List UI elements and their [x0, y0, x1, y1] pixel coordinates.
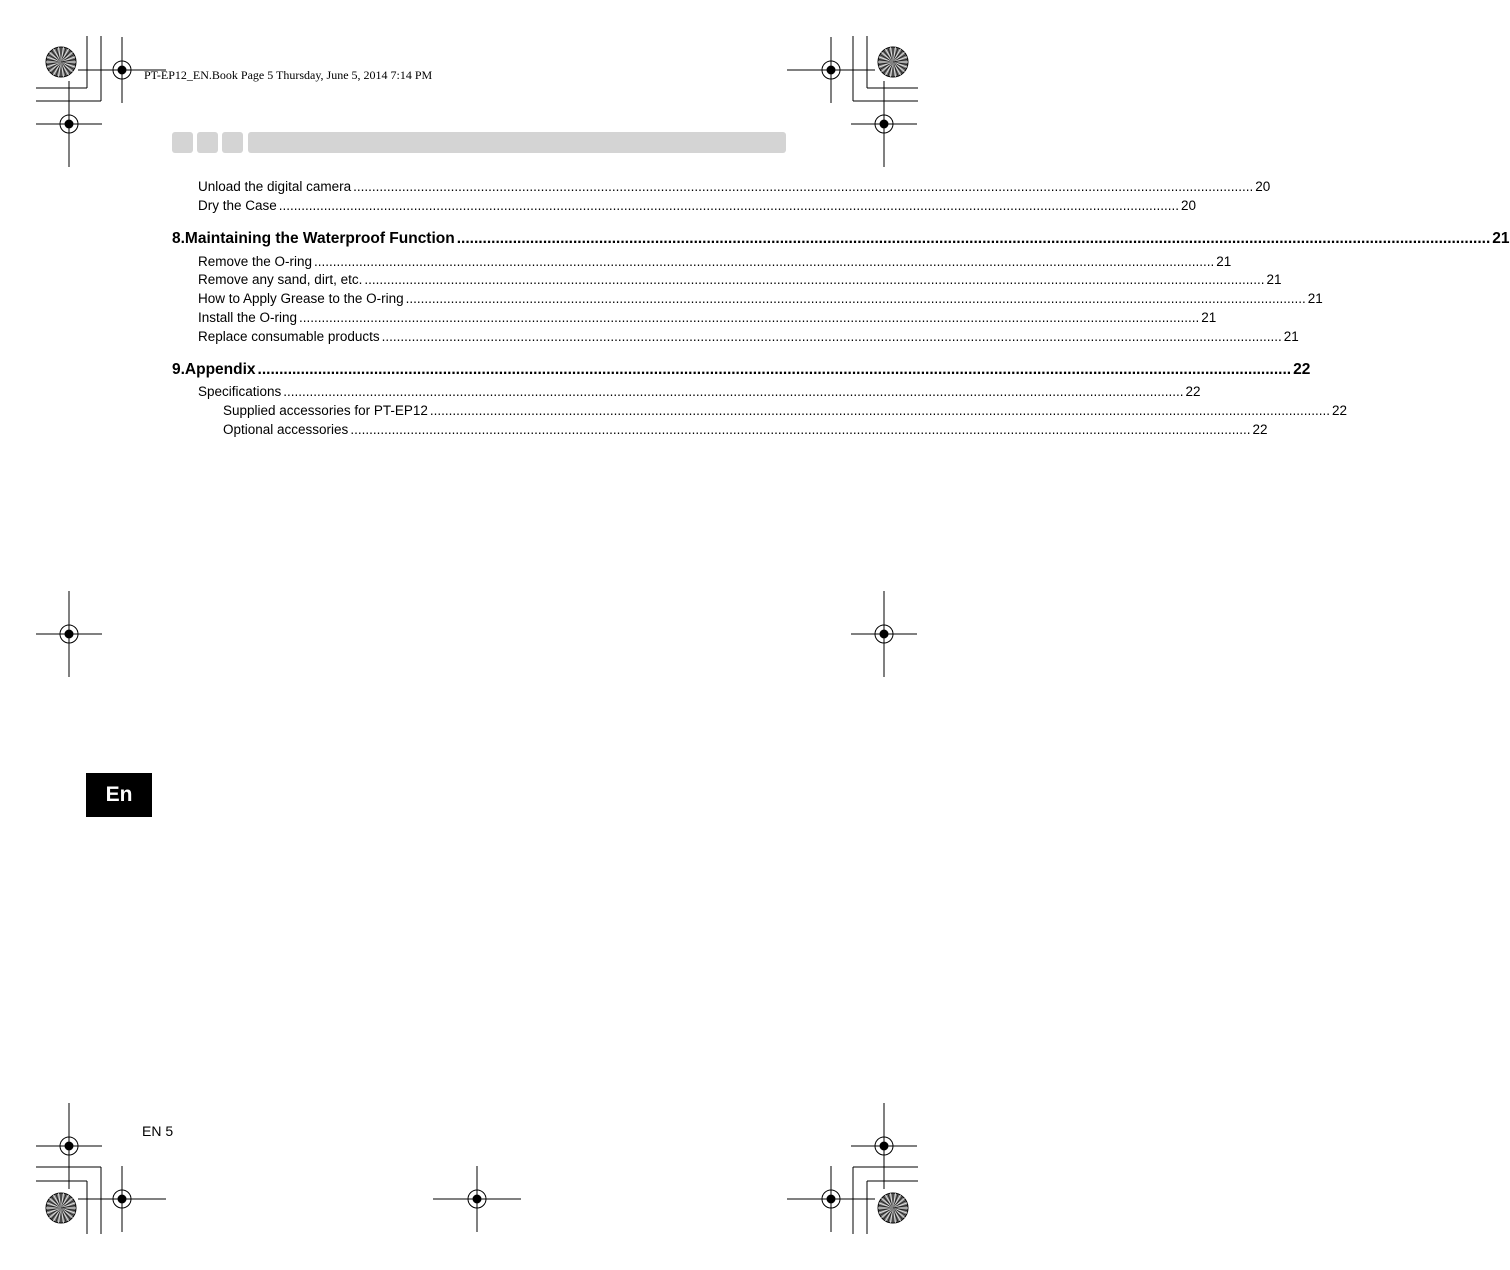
toc-subentry[interactable]	[223, 422, 1268, 437]
toc-leader: ................................................................................................................................................................................................................................................	[299, 310, 1200, 325]
toc-entry[interactable]	[198, 384, 1201, 399]
page-footer: EN 5	[142, 1123, 174, 1139]
toc-chapter-title: 8.Maintaining the Waterproof Function	[172, 230, 455, 247]
toc-entry[interactable]	[198, 198, 1196, 213]
toc-leader: ................................................................................................................................................................................................................................................	[350, 422, 1251, 437]
header-square-1	[172, 132, 193, 153]
toc-leader: ................................................................................................................................................................................................................................................	[456, 230, 1491, 247]
toc-leader: ................................................................................................................................................................................................................................................	[278, 198, 1179, 213]
toc-entry-title: Unload the digital camera	[198, 179, 352, 194]
toc-entry-page: 21	[1266, 272, 1282, 287]
header-bar	[248, 132, 786, 153]
toc-entry-title: Remove any sand, dirt, etc.	[198, 272, 363, 287]
toc-chapter-page: 21	[1492, 230, 1510, 247]
toc-subentry[interactable]	[223, 403, 1348, 418]
toc-entry[interactable]	[198, 310, 1217, 325]
toc-entry-title: Install the O-ring	[198, 310, 298, 325]
toc-entry-page: 21	[1283, 329, 1299, 344]
toc-leader: ................................................................................................................................................................................................................................................	[314, 254, 1215, 269]
toc-leader: ................................................................................................................................................................................................................................................	[353, 179, 1254, 194]
toc-leader: ................................................................................................................................................................................................................................................	[257, 361, 1292, 378]
toc-entry[interactable]	[198, 291, 1323, 306]
toc-entry-page: 21	[1307, 291, 1323, 306]
toc-entry-title: Dry the Case	[198, 198, 277, 213]
toc-chapter-title: 9.Appendix	[172, 361, 256, 378]
toc-leader: ................................................................................................................................................................................................................................................	[405, 291, 1306, 306]
language-tab: En	[86, 773, 152, 817]
toc-entry-title: Replace consumable products	[198, 329, 380, 344]
toc-subentry-title: Supplied accessories for PT-EP12	[223, 403, 428, 418]
header-square-2	[197, 132, 218, 153]
toc-entry-page: 22	[1185, 384, 1201, 399]
toc-leader: ................................................................................................................................................................................................................................................	[364, 272, 1265, 287]
toc-entry-page: 21	[1201, 310, 1217, 325]
toc-entry[interactable]	[198, 254, 1232, 269]
toc-subentry-page: 22	[1332, 403, 1348, 418]
toc-entry-title: Remove the O-ring	[198, 254, 313, 269]
toc-leader: ................................................................................................................................................................................................................................................	[283, 384, 1184, 399]
toc-chapter[interactable]	[172, 361, 1311, 379]
toc-entry-page: 20	[1180, 198, 1196, 213]
print-header: PT-EP12_EN.Book Page 5 Thursday, June 5, 2014 7:14 PM	[144, 68, 433, 82]
toc-entry-page: 20	[1255, 179, 1271, 194]
toc-entry[interactable]	[198, 272, 1282, 287]
toc-entry[interactable]	[198, 329, 1299, 344]
header-square-3	[222, 132, 243, 153]
toc-chapter-page: 22	[1293, 361, 1311, 378]
toc-leader: ................................................................................................................................................................................................................................................	[381, 329, 1282, 344]
toc-entry-title: Specifications	[198, 384, 282, 399]
toc-entry[interactable]	[198, 179, 1271, 194]
toc-entry-title: How to Apply Grease to the O-ring	[198, 291, 404, 306]
toc-chapter[interactable]	[172, 230, 1510, 248]
toc-entry-page: 21	[1216, 254, 1232, 269]
toc-subentry-page: 22	[1252, 422, 1268, 437]
toc-subentry-title: Optional accessories	[223, 422, 349, 437]
toc-leader: ................................................................................................................................................................................................................................................	[429, 403, 1331, 418]
